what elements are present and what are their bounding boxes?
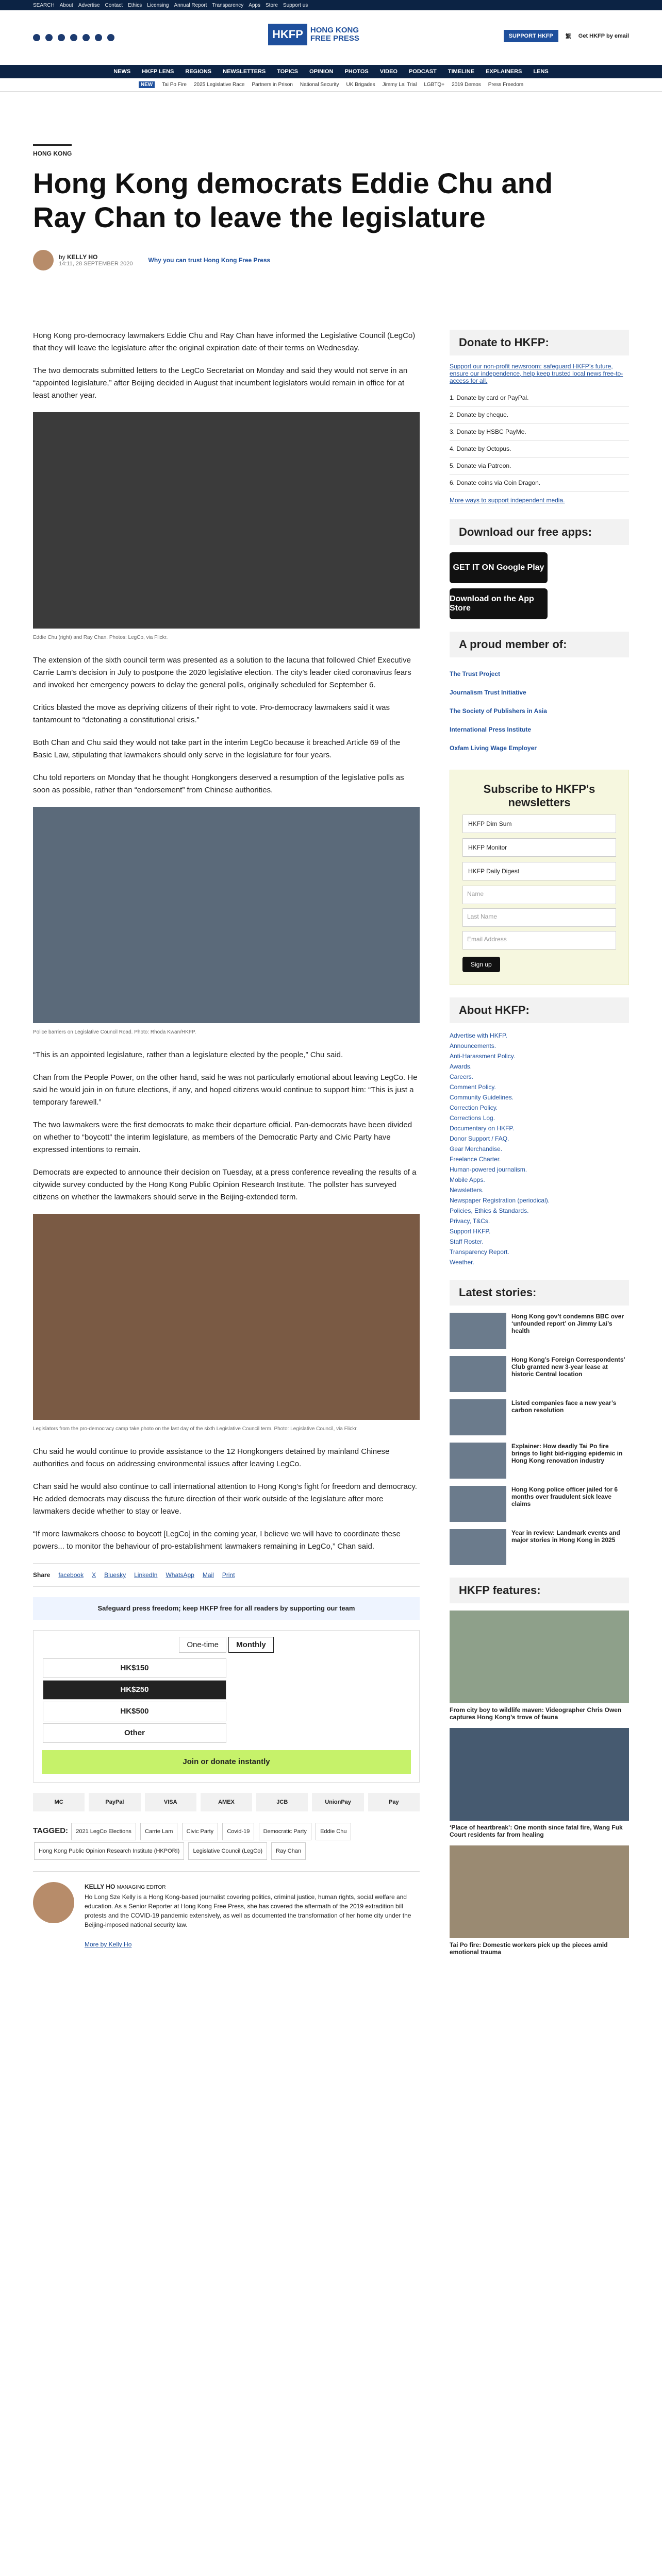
feature-item[interactable]: From city boy to wildlife maven: Videographer Chris Owen captures Hong Kong’s trove of fauna (450, 1611, 629, 1721)
paragraph: Both Chan and Chu said they would not take part in the interim LegCo because it breached Article 69 of the Basic Law, stipulating that lawmakers should only serve in the legislature for four years. (33, 738, 401, 759)
member-logo[interactable]: The Society of Publishers in Asia (450, 707, 547, 715)
share-bar (33, 1563, 420, 1587)
nav-item[interactable]: LENS (533, 69, 549, 75)
new-badge: NEW (139, 81, 155, 88)
logo-text: HONG KONG FREE PRESS (310, 26, 359, 43)
photo-caption: Eddie Chu (right) and Ray Chan. Photos: LegCo, via Flickr. (33, 635, 168, 640)
about-link[interactable]: Correction Policy. (450, 1104, 498, 1111)
trending-link[interactable]: Press Freedom (488, 82, 524, 88)
about-link[interactable]: Privacy, T&Cs. (450, 1217, 490, 1225)
about-link[interactable]: Freelance Charter. (450, 1156, 501, 1163)
story-item[interactable]: Hong Kong’s Foreign Correspondents’ Club granted new 3-year lease at historic Central location (450, 1356, 629, 1392)
top-link[interactable]: Licensing (147, 2, 169, 8)
article-photo (33, 1214, 420, 1420)
logo-box: HKFP (268, 24, 307, 45)
top-link[interactable]: SEARCH (33, 2, 55, 8)
donate-option[interactable]: 3. Donate by HSBC PayMe. (450, 423, 629, 440)
article-photo (33, 807, 420, 1023)
unionpay-icon: UnionPay (312, 1793, 363, 1811)
social-icons (33, 34, 114, 41)
author-name[interactable]: by KELLY HO (59, 253, 98, 261)
about-link[interactable]: Awards. (450, 1063, 472, 1070)
donate-option[interactable]: 5. Donate via Patreon. (450, 457, 629, 474)
author-name[interactable]: KELLY HO (85, 1883, 115, 1890)
paragraph: Chan from the People Power, on the other hand, said he was not particularly emotional about leaving LegCo. He said he would join in on future elections, if any, and hoped citizens would continue to support him: “This is just a temporary farewell.” (33, 1073, 418, 1107)
about-link[interactable]: Transparency Report. (450, 1248, 509, 1256)
share-mail[interactable]: Mail (202, 1571, 214, 1579)
tag[interactable]: Covid-19 (222, 1823, 254, 1840)
share-x[interactable]: X (92, 1571, 96, 1579)
amount-option[interactable]: Other (43, 1723, 226, 1743)
paragraph: The two lawmakers were the first democrats to make their departure official. Pan-democrats have been divided on whether to “boycott” the interim legislature, as members of the Democratic Party and Civic Party have expressed intentions to remain. (33, 1121, 412, 1154)
donate-option[interactable]: 6. Donate coins via Coin Dragon. (450, 474, 629, 492)
trending-link[interactable]: LGBTQ+ (424, 82, 445, 88)
top-link[interactable]: About (59, 2, 73, 8)
support-button[interactable]: SUPPORT HKFP (504, 30, 558, 42)
tab-monthly[interactable]: Monthly (228, 1637, 274, 1653)
mastercard-icon: MC (33, 1793, 85, 1811)
tags-label: TAGGED: (33, 1826, 69, 1835)
story-item[interactable]: Hong Kong gov’t condemns BBC over ‘unfounded report’ on Jimmy Lai’s health (450, 1313, 629, 1349)
tag[interactable]: 2021 LegCo Elections (71, 1823, 136, 1840)
paragraph: Chu told reporters on Monday that he thought Hongkongers deserved a resumption of the legislative polls as soon as possible, rather than “endorsement” from Chinese authorities. (33, 773, 404, 794)
article-header (33, 124, 629, 270)
newsletter-link[interactable]: Get HKFP by email (578, 33, 629, 39)
site-logo[interactable] (268, 24, 359, 45)
donate-option[interactable]: 1. Donate by card or PayPal. (450, 389, 629, 406)
x-icon[interactable] (45, 34, 53, 41)
about-link[interactable]: Mobile Apps. (450, 1176, 485, 1183)
paragraph: The two democrats submitted letters to the LegCo Secretariat on Monday and said they would not serve in an “appointed legislature,” after Beijing decided in August that incumbent legislators would remain in office for at least another year. (33, 366, 408, 400)
author-avatar (33, 1882, 74, 1923)
trending-link[interactable]: Partners in Prison (252, 82, 293, 88)
story-thumb (450, 1356, 506, 1392)
payment-methods (33, 1793, 420, 1811)
google-play-button[interactable]: GET IT ON Google Play (450, 552, 548, 583)
language-toggle[interactable]: 繁 (565, 33, 571, 40)
top-link[interactable]: Annual Report (174, 2, 207, 8)
trending-nav (0, 78, 662, 92)
tag[interactable]: Carrie Lam (140, 1823, 177, 1840)
amex-icon: AMEX (201, 1793, 252, 1811)
nav-item[interactable]: TIMELINE (448, 69, 475, 75)
story-item[interactable]: Hong Kong police officer jailed for 6 months over fraudulent sick leave claims (450, 1486, 629, 1522)
feature-item[interactable]: Tai Po fire: Domestic workers pick up the pieces amid emotional trauma (450, 1845, 629, 1956)
story-thumb (450, 1399, 506, 1435)
tag[interactable]: Civic Party (182, 1823, 219, 1840)
trust-link[interactable]: Why you can trust Hong Kong Free Press (148, 257, 271, 264)
about-link[interactable]: Newsletters. (450, 1187, 484, 1194)
member-logo[interactable]: The Trust Project (450, 670, 501, 677)
newsletter-box (450, 770, 629, 985)
about-link[interactable]: Gear Merchandise. (450, 1145, 503, 1153)
nav-item[interactable]: VIDEO (379, 69, 398, 75)
about-link[interactable]: Careers. (450, 1073, 474, 1080)
trending-link[interactable]: UK Brigades (346, 82, 375, 88)
share-facebook[interactable]: facebook (58, 1571, 84, 1579)
feature-item[interactable]: ‘Place of heartbreak’: One month since fatal fire, Wang Fuk Court residents far from healing (450, 1728, 629, 1838)
latest-heading: Latest stories: (450, 1280, 629, 1306)
donate-option[interactable]: 4. Donate by Octopus. (450, 440, 629, 457)
member-logo[interactable]: International Press Institute (450, 726, 532, 733)
story-item[interactable]: Explainer: How deadly Tai Po fire brings to light bid-rigging epidemic in Hong Kong renovation industry (450, 1443, 629, 1479)
donate-box (33, 1630, 420, 1783)
trending-link[interactable]: Tai Po Fire (162, 82, 187, 88)
section-tag[interactable]: HONG KONG (33, 144, 72, 157)
youtube-icon[interactable] (70, 34, 77, 41)
features-heading: HKFP features: (450, 1578, 629, 1603)
main-nav (0, 65, 662, 78)
paragraph: Democrats are expected to announce their decision on Tuesday, at a press conference revealing the results of a citywide survey conducted by the Hong Kong Public Opinion Research Institute. The pollster has surveyed citizens on whether the lawmakers should serve in the Beijing-extended term. (33, 1168, 417, 1201)
applepay-icon: Pay (368, 1793, 420, 1811)
top-link[interactable]: Store (266, 2, 278, 8)
paypal-icon: PayPal (89, 1793, 140, 1811)
paragraph: Chan said he would also continue to call international attention to Hong Kong’s fight for freedom and democracy. He added democrats may discuss the future direction of their work outside of the legislature after more lawmakers decide whether to stay or leave. (33, 1482, 417, 1516)
about-link[interactable]: Policies, Ethics & Standards. (450, 1207, 529, 1214)
author-box (33, 1871, 420, 1949)
about-link[interactable]: Human-powered journalism. (450, 1166, 527, 1173)
nav-item[interactable]: REGIONS (185, 69, 212, 75)
telegram-icon[interactable] (107, 34, 114, 41)
about-link[interactable]: Announcements. (450, 1042, 496, 1049)
paragraph: “This is an appointed legislature, rather than a legislature elected by the people,” Chu said. (33, 1050, 343, 1059)
donate-banner[interactable]: Safeguard press freedom; keep HKFP free for all readers by supporting our team (33, 1597, 420, 1620)
threads-icon[interactable] (95, 34, 102, 41)
about-link[interactable]: Donor Support / FAQ. (450, 1135, 509, 1142)
amount-option[interactable]: HK$150 (43, 1658, 226, 1678)
paragraph: Hong Kong pro-democracy lawmakers Eddie Chu and Ray Chan have informed the Legislative Council (LegCo) that they will leave the legislature after the original expiration date of their terms on Wednesday. (33, 331, 416, 352)
header-actions (504, 30, 629, 42)
features-list (450, 1611, 629, 1956)
email-field[interactable]: Email Address (462, 931, 616, 950)
publish-date: 14:11, 28 SEPTEMBER 2020 (59, 261, 133, 267)
latest-stories (450, 1313, 629, 1565)
paragraph: Chu said he would continue to provide assistance to the 12 Hongkongers detained by mainland Chinese authorities and focus on addressing environmental issues after leaving LegCo. (33, 1447, 390, 1468)
about-link[interactable]: Advertise with HKFP. (450, 1032, 507, 1039)
newsletter-option[interactable]: HKFP Dim Sum (462, 815, 616, 833)
top-bar (0, 0, 662, 10)
member-logos (450, 665, 629, 757)
author-bio: Ho Long Sze Kelly is a Hong Kong-based journalist covering politics, criminal justice, human rights, social welfare and education. As a Senior Reporter at Hong Kong Free Press, she has covered the aftermath of the 2019 extradition bill protests and the COVID-19 pandemic extensively, as well as documented the transformation of her home city under the Beijing-imposed national security law. (85, 1893, 411, 1928)
about-link[interactable]: Weather. (450, 1259, 474, 1266)
top-link[interactable]: Transparency (212, 2, 244, 8)
member-heading: A proud member of: (450, 632, 629, 657)
site-header (0, 10, 662, 65)
tag[interactable]: Legislative Council (LegCo) (188, 1842, 267, 1860)
story-item[interactable]: Listed companies face a new year’s carbon resolution (450, 1399, 629, 1435)
about-heading: About HKFP: (450, 997, 629, 1023)
trending-link[interactable]: 2019 Demos (452, 82, 481, 88)
more-by-author[interactable]: More by Kelly Ho (85, 1941, 132, 1948)
linkedin-icon[interactable] (82, 34, 90, 41)
donate-option[interactable]: 2. Donate by cheque. (450, 406, 629, 423)
tag[interactable]: Eddie Chu (316, 1823, 351, 1840)
app-store-button[interactable]: Download on the App Store (450, 588, 548, 619)
name-field[interactable]: Name (462, 886, 616, 904)
about-link[interactable]: Community Guidelines. (450, 1094, 514, 1101)
donate-text[interactable]: Support our non-profit newsroom: safeguard HKFP’s future, ensure our independence, help keep trusted local news free-to-access for all. (450, 363, 623, 384)
about-link[interactable]: Support HKFP. (450, 1228, 491, 1235)
photo-caption: Legislators from the pro-democracy camp take photo on the last day of the sixth Legislative Council term. Photo: Legislative Council, via Flickr. (33, 1426, 358, 1432)
author-role: MANAGING EDITOR (117, 1885, 166, 1890)
trending-link[interactable]: National Security (300, 82, 339, 88)
top-link[interactable]: Ethics (127, 2, 142, 8)
byline (33, 250, 629, 270)
about-link[interactable]: Documentary on HKFP. (450, 1125, 515, 1132)
trending-link[interactable]: Jimmy Lai Trial (382, 82, 417, 88)
nav-item[interactable]: PODCAST (408, 69, 437, 75)
tab-one-time[interactable]: One-time (179, 1637, 226, 1653)
paragraph: The extension of the sixth council term was presented as a solution to the lacuna that followed Chief Executive Carrie Lam’s decision in July to postpone the 2020 legislative election. The city’s leader cited coronavirus fears and invoked her emergency powers to delay the general polls, originally scheduled for September 6. (33, 656, 411, 689)
article-photo (33, 412, 420, 629)
share-print[interactable]: Print (222, 1571, 235, 1579)
last-name-field[interactable]: Last Name (462, 908, 616, 927)
nav-item[interactable]: PHOTOS (344, 69, 369, 75)
join-button[interactable]: Join or donate instantly (42, 1750, 411, 1774)
tag[interactable]: Democratic Party (259, 1823, 311, 1840)
sidebar (450, 330, 629, 1956)
share-bluesky[interactable]: Bluesky (104, 1571, 126, 1579)
amount-option[interactable]: HK$250 (43, 1680, 226, 1700)
instagram-icon[interactable] (58, 34, 65, 41)
member-logo[interactable]: Journalism Trust Initiative (450, 689, 526, 696)
newsletter-title: Subscribe to HKFP's newsletters (483, 783, 595, 809)
share-whatsapp[interactable]: WhatsApp (166, 1571, 194, 1579)
newsletter-option[interactable]: HKFP Daily Digest (462, 862, 616, 880)
nav-item[interactable]: NEWSLETTERS (223, 69, 266, 75)
nav-item[interactable]: HKFP LENS (142, 69, 174, 75)
about-link[interactable]: Staff Roster. (450, 1238, 484, 1245)
paragraph: “If more lawmakers choose to boycott [LegCo] in the coming year, I believe we will have to coordinate these powers... to monitor the behaviour of pro-establishment lawmakers remaining in LegCo,” Chan said. (33, 1530, 401, 1551)
tag[interactable]: Hong Kong Public Opinion Research Institute (HKPORI) (34, 1842, 184, 1860)
nav-item[interactable]: NEWS (113, 69, 131, 75)
top-link[interactable]: Advertise (78, 2, 100, 8)
donate-list (450, 389, 629, 492)
donate-heading: Donate to HKFP: (450, 330, 629, 355)
story-thumb (450, 1313, 506, 1349)
nav-item[interactable]: TOPICS (277, 69, 299, 75)
share-linkedin[interactable]: LinkedIn (134, 1571, 158, 1579)
trending-link[interactable]: 2025 Legislative Race (194, 82, 245, 88)
author-avatar (33, 250, 54, 270)
nav-item[interactable]: EXPLAINERS (486, 69, 522, 75)
about-link[interactable]: Anti-Harassment Policy. (450, 1053, 516, 1060)
facebook-icon[interactable] (33, 34, 40, 41)
signup-button[interactable]: Sign up (462, 957, 500, 972)
member-logo[interactable]: Oxfam Living Wage Employer (450, 744, 537, 752)
story-thumb (450, 1443, 506, 1479)
newsletter-option[interactable]: HKFP Monitor (462, 838, 616, 857)
story-item[interactable]: Year in review: Landmark events and major stories in Hong Kong in 2025 (450, 1529, 629, 1565)
share-label: Share (33, 1571, 51, 1579)
about-link[interactable]: Comment Policy. (450, 1083, 496, 1091)
nav-item[interactable]: OPINION (309, 69, 334, 75)
story-thumb (450, 1486, 506, 1522)
amount-option[interactable]: HK$500 (43, 1702, 226, 1721)
article-title: Hong Kong democrats Eddie Chu and Ray Chan to leave the legislature (33, 167, 553, 233)
about-link[interactable]: Newspaper Registration (periodical). (450, 1197, 550, 1204)
tag[interactable]: Ray Chan (271, 1842, 306, 1860)
tags (33, 1822, 420, 1861)
apps-heading: Download our free apps: (450, 519, 629, 545)
about-link[interactable]: Corrections Log. (450, 1114, 495, 1122)
top-link[interactable]: Contact (105, 2, 123, 8)
paragraph: Critics blasted the move as depriving citizens of their right to vote. Pro-democracy lawmakers said it was tantamount to “detonating a constitutional crisis.” (33, 703, 390, 724)
top-link[interactable]: Apps (249, 2, 260, 8)
jcb-icon: JCB (256, 1793, 308, 1811)
visa-icon: VISA (145, 1793, 196, 1811)
story-thumb (450, 1529, 506, 1565)
about-list (450, 1030, 629, 1267)
article-body (33, 330, 420, 1949)
photo-caption: Police barriers on Legislative Council Road. Photo: Rhoda Kwan/HKFP. (33, 1029, 196, 1035)
more-ways-link[interactable]: More ways to support independent media. (450, 497, 565, 504)
top-link[interactable]: Support us (283, 2, 308, 8)
